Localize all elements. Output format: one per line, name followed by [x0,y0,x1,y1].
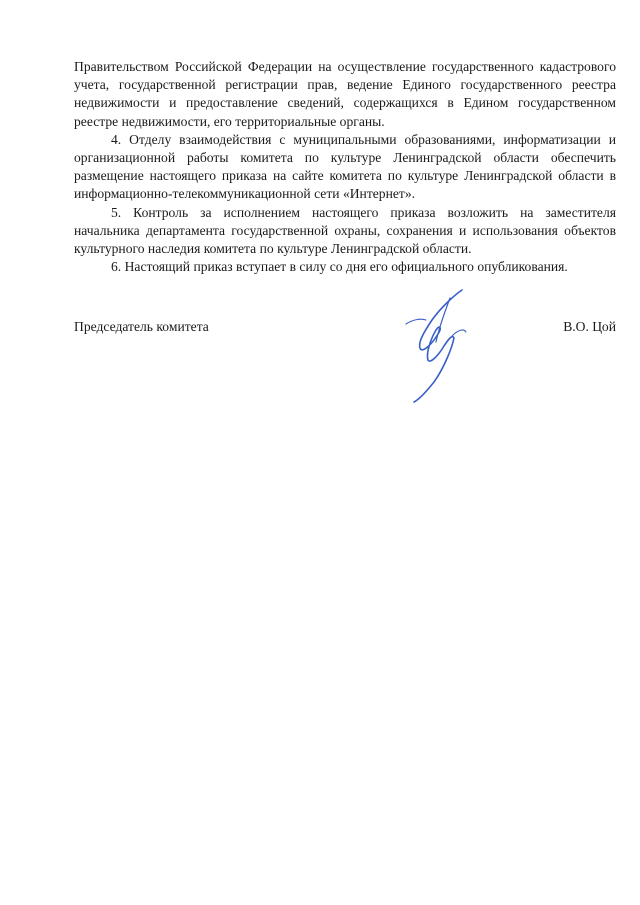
paragraph-item-4: 4. Отделу взаимодействия с муниципальными образованиями, информатизации и организационной работы комитета по культуре Ленинградской области обеспечить размещение настоящего приказа на сайте комитета по культуре Ленинградской области в информационно-телекоммуникационной сети «Интернет». [74,131,616,202]
paragraph-item-5: 5. Контроль за исполнением настоящего приказа возложить на заместителя начальника департамента государственной охраны, сохранения и использования объектов культурного наследия комитета по культуре Ленинградской области. [74,204,616,257]
signatory-title: Председатель комитета [74,319,209,334]
paragraph-continuation: Правительством Российской Федерации на осуществление государственного кадастрового учета, государственной регистрации прав, ведение Единого государственного реестра недвижимости и предоставление сведений, содержащихся в Едином государственном реестре недвижимости, его территориальные органы. [74,59,616,129]
paragraph-item-6: 6. Настоящий приказ вступает в силу со дня его официального опубликования. [111,259,568,275]
signature-block [74,319,616,343]
signatory-name: В.О. Цой [563,319,616,334]
document-body [74,58,616,276]
handwritten-signature-icon [392,284,478,406]
